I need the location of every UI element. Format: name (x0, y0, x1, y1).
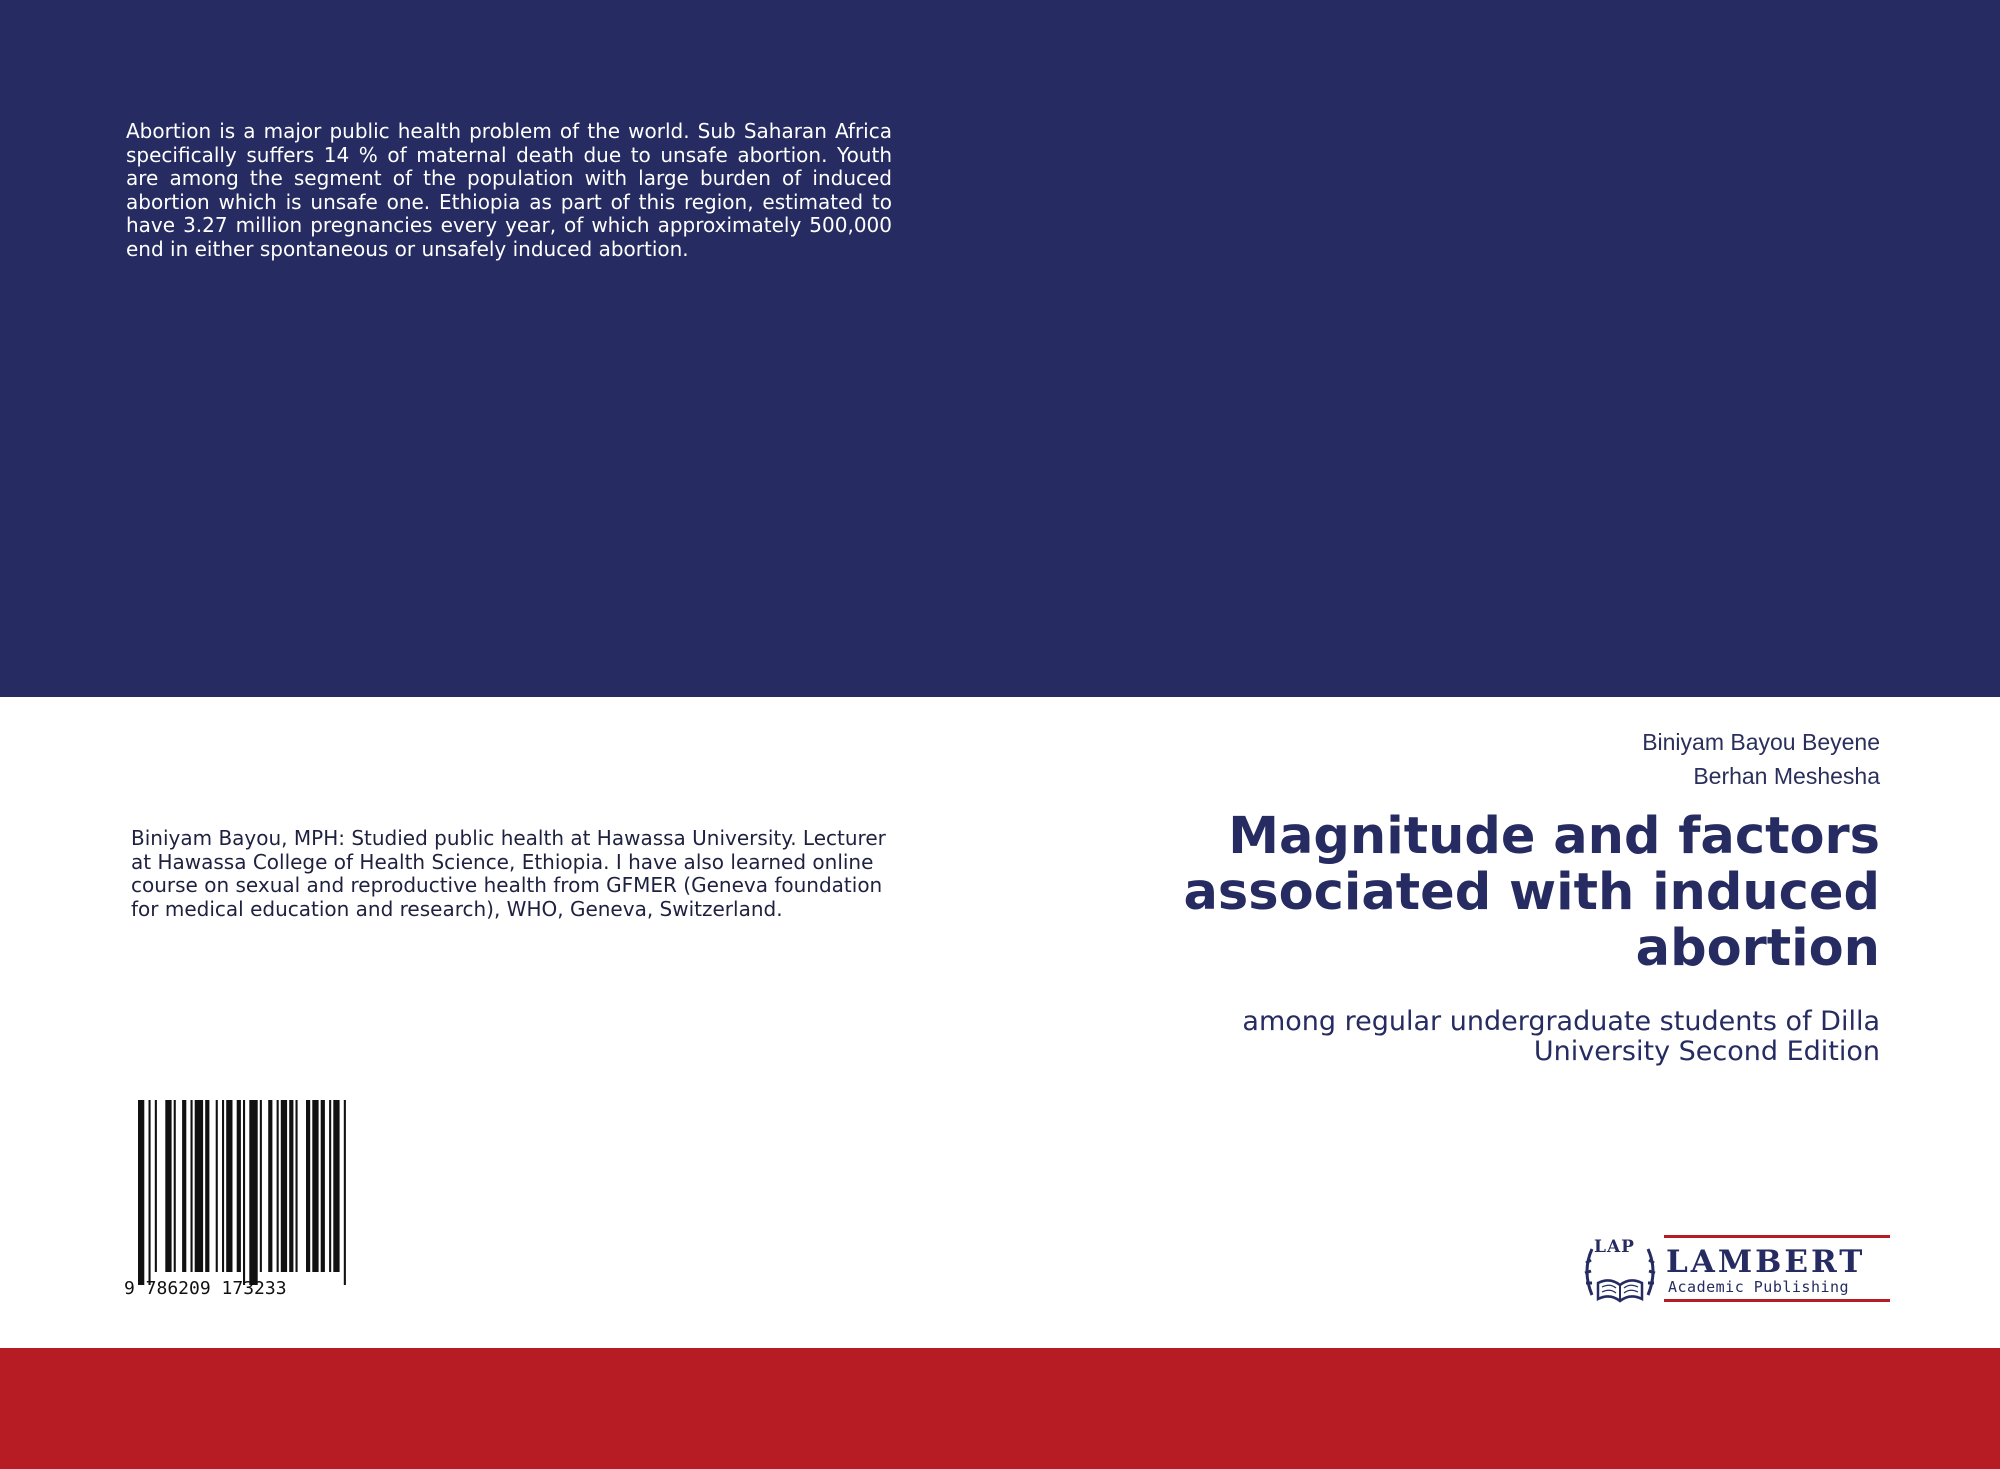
brand-rule-bottom (1664, 1299, 1890, 1302)
brand-rule-top (1664, 1235, 1890, 1238)
emblem-text: LAP (1594, 1237, 1635, 1257)
author-bio: Biniyam Bayou, MPH: Studied public health at Hawassa University. Lecturer at Hawassa College of Health Science, Ethiopia. I have also learned online course on sexual and reproductive health from GFMER (Geneva foundation for medical education and research), WHO, Geneva, Switzerland. (131, 826, 886, 921)
author-list (1642, 725, 1880, 793)
publisher-subname: Academic Publishing (1668, 1278, 1850, 1296)
cover-top-band (0, 0, 2000, 697)
book-title: Magnitude and factors associated with induced abortion (1183, 807, 1880, 978)
author-name: Biniyam Bayou Beyene (1642, 729, 1880, 755)
publisher-name: LAMBERT (1666, 1244, 1866, 1280)
publisher-wordmark (1664, 1235, 1890, 1309)
back-cover-blurb: Abortion is a major public health problem of the world. Sub Saharan Africa specifically suffers 14 % of maternal death due to unsafe abortion. Youth are among the segment of the population with large burden of induced abortion which is unsafe one. Ethiopia as part of this region, estimated to have 3.27 million pregnancies every year, of which approximately 500,000 end in either spontaneous or unsafely induced abortion. (126, 119, 892, 261)
cover-bottom-band (0, 1348, 2000, 1469)
publisher-logo (1578, 1235, 1890, 1309)
barcode-bars-icon (124, 1100, 464, 1285)
book-subtitle: among regular undergraduate students of Dilla University Second Edition (1242, 1006, 1880, 1067)
open-book-laurel-icon (1578, 1235, 1662, 1309)
barcode-digits: 9 786209 173233 (124, 1278, 287, 1299)
author-name: Berhan Meshesha (1693, 763, 1880, 789)
isbn-barcode (124, 1100, 464, 1305)
